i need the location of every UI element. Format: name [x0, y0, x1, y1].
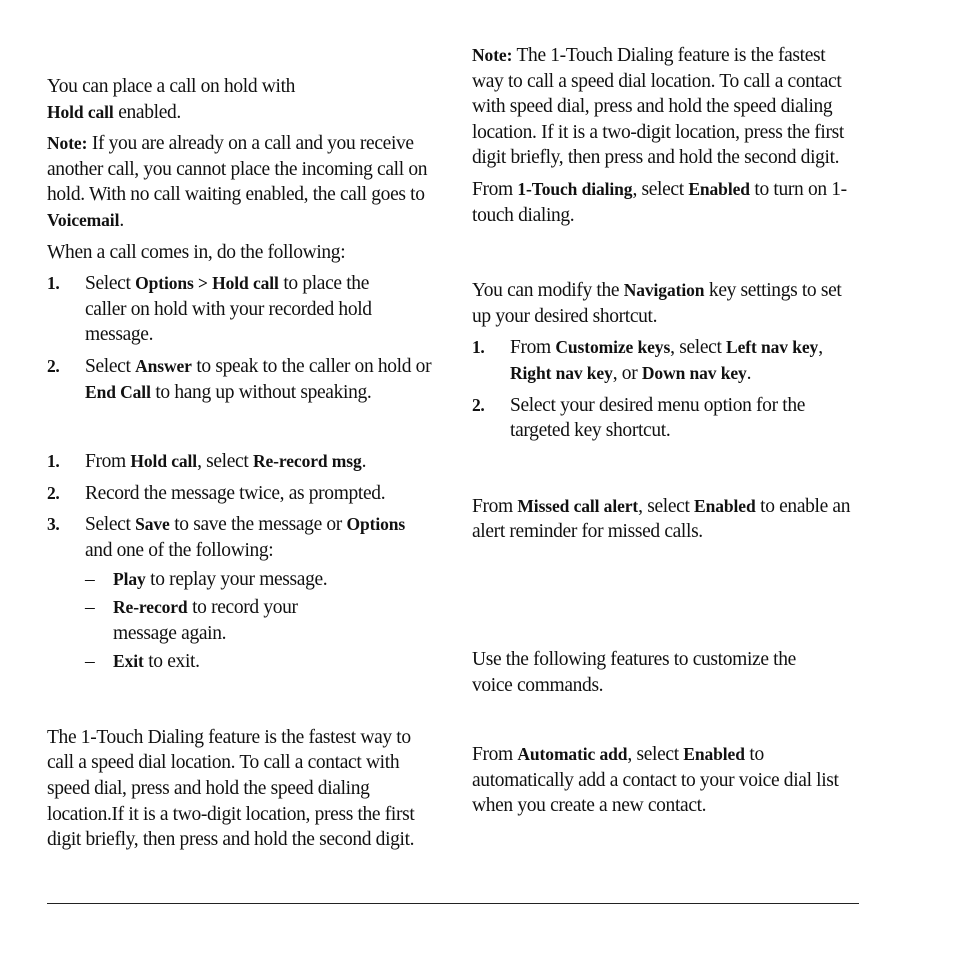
footer-rule: [47, 903, 859, 904]
hold-intro: You can place a call on hold with Hold call enabled.: [47, 76, 296, 123]
list-item: 2. Select Answer to speak to the caller on hold or End Call to hang up without speaking.: [47, 355, 432, 403]
list-item: 1. Select Options > Hold call to place the caller on hold with your recorded hold message.: [47, 273, 372, 346]
list-item: 2. Select your desired menu option for the targeted key shortcut.: [472, 394, 806, 442]
list-item: 2. Record the message twice, as prompted.: [47, 482, 386, 504]
list-item: 3. Select Save to save the message or Options and one of the following:: [47, 514, 406, 561]
nav-intro: You can modify the Navigation key settings to set up your desired shortcut.: [472, 280, 842, 327]
steps-list-c: [472, 335, 860, 443]
voice-intro: Use the following features to customize the voice commands.: [472, 648, 796, 696]
sub-list-item: – Re-record to record your message again.: [85, 597, 298, 644]
steps-list-a: [47, 271, 432, 405]
list-item: 1. From Hold call, select Re-record msg.: [47, 451, 367, 473]
list-item: 1. From Customize keys, select Left nav key, Right nav key, or Down nav key.: [472, 337, 823, 384]
right-column: [472, 43, 860, 819]
one-touch-enable: From 1-Touch dialing, select Enabled to turn on 1-touch dialing.: [472, 178, 847, 226]
bold-term: Hold call: [47, 101, 114, 122]
note-paragraph: Note: The 1-Touch Dialing feature is the fastest way to call a speed dial location. To call a contact with speed dial, press and hold the speed dialing location. If it is a two-digit location, press the first digit briefly, then press and hold the second digit.: [472, 45, 844, 169]
missed-call-paragraph: From Missed call alert, select Enabled to enable an alert reminder for missed calls.: [472, 495, 851, 543]
sub-list-item: – Play to replay your message.: [85, 568, 328, 590]
left-column: [47, 74, 432, 853]
sub-list-item: – Exit to exit.: [85, 651, 200, 673]
note-paragraph: Note: If you are already on a call and you receive another call, you cannot place the incoming call on hold. With no call waiting enabled, the call goes to Voicemail.: [47, 133, 428, 231]
one-touch-paragraph: The 1-Touch Dialing feature is the fastest way to call a speed dial location. To call a contact with speed dial, press and hold the speed dialing location.If it is a two-digit location, press the first digit briefly, then press and hold the second digit.: [47, 726, 415, 851]
when-call-text: When a call comes in, do the following:: [47, 241, 346, 263]
automatic-add-paragraph: From Automatic add, select Enabled to automatically add a contact to your voice dial list when you create a new contact.: [472, 744, 839, 817]
steps-list-b: [47, 449, 432, 675]
